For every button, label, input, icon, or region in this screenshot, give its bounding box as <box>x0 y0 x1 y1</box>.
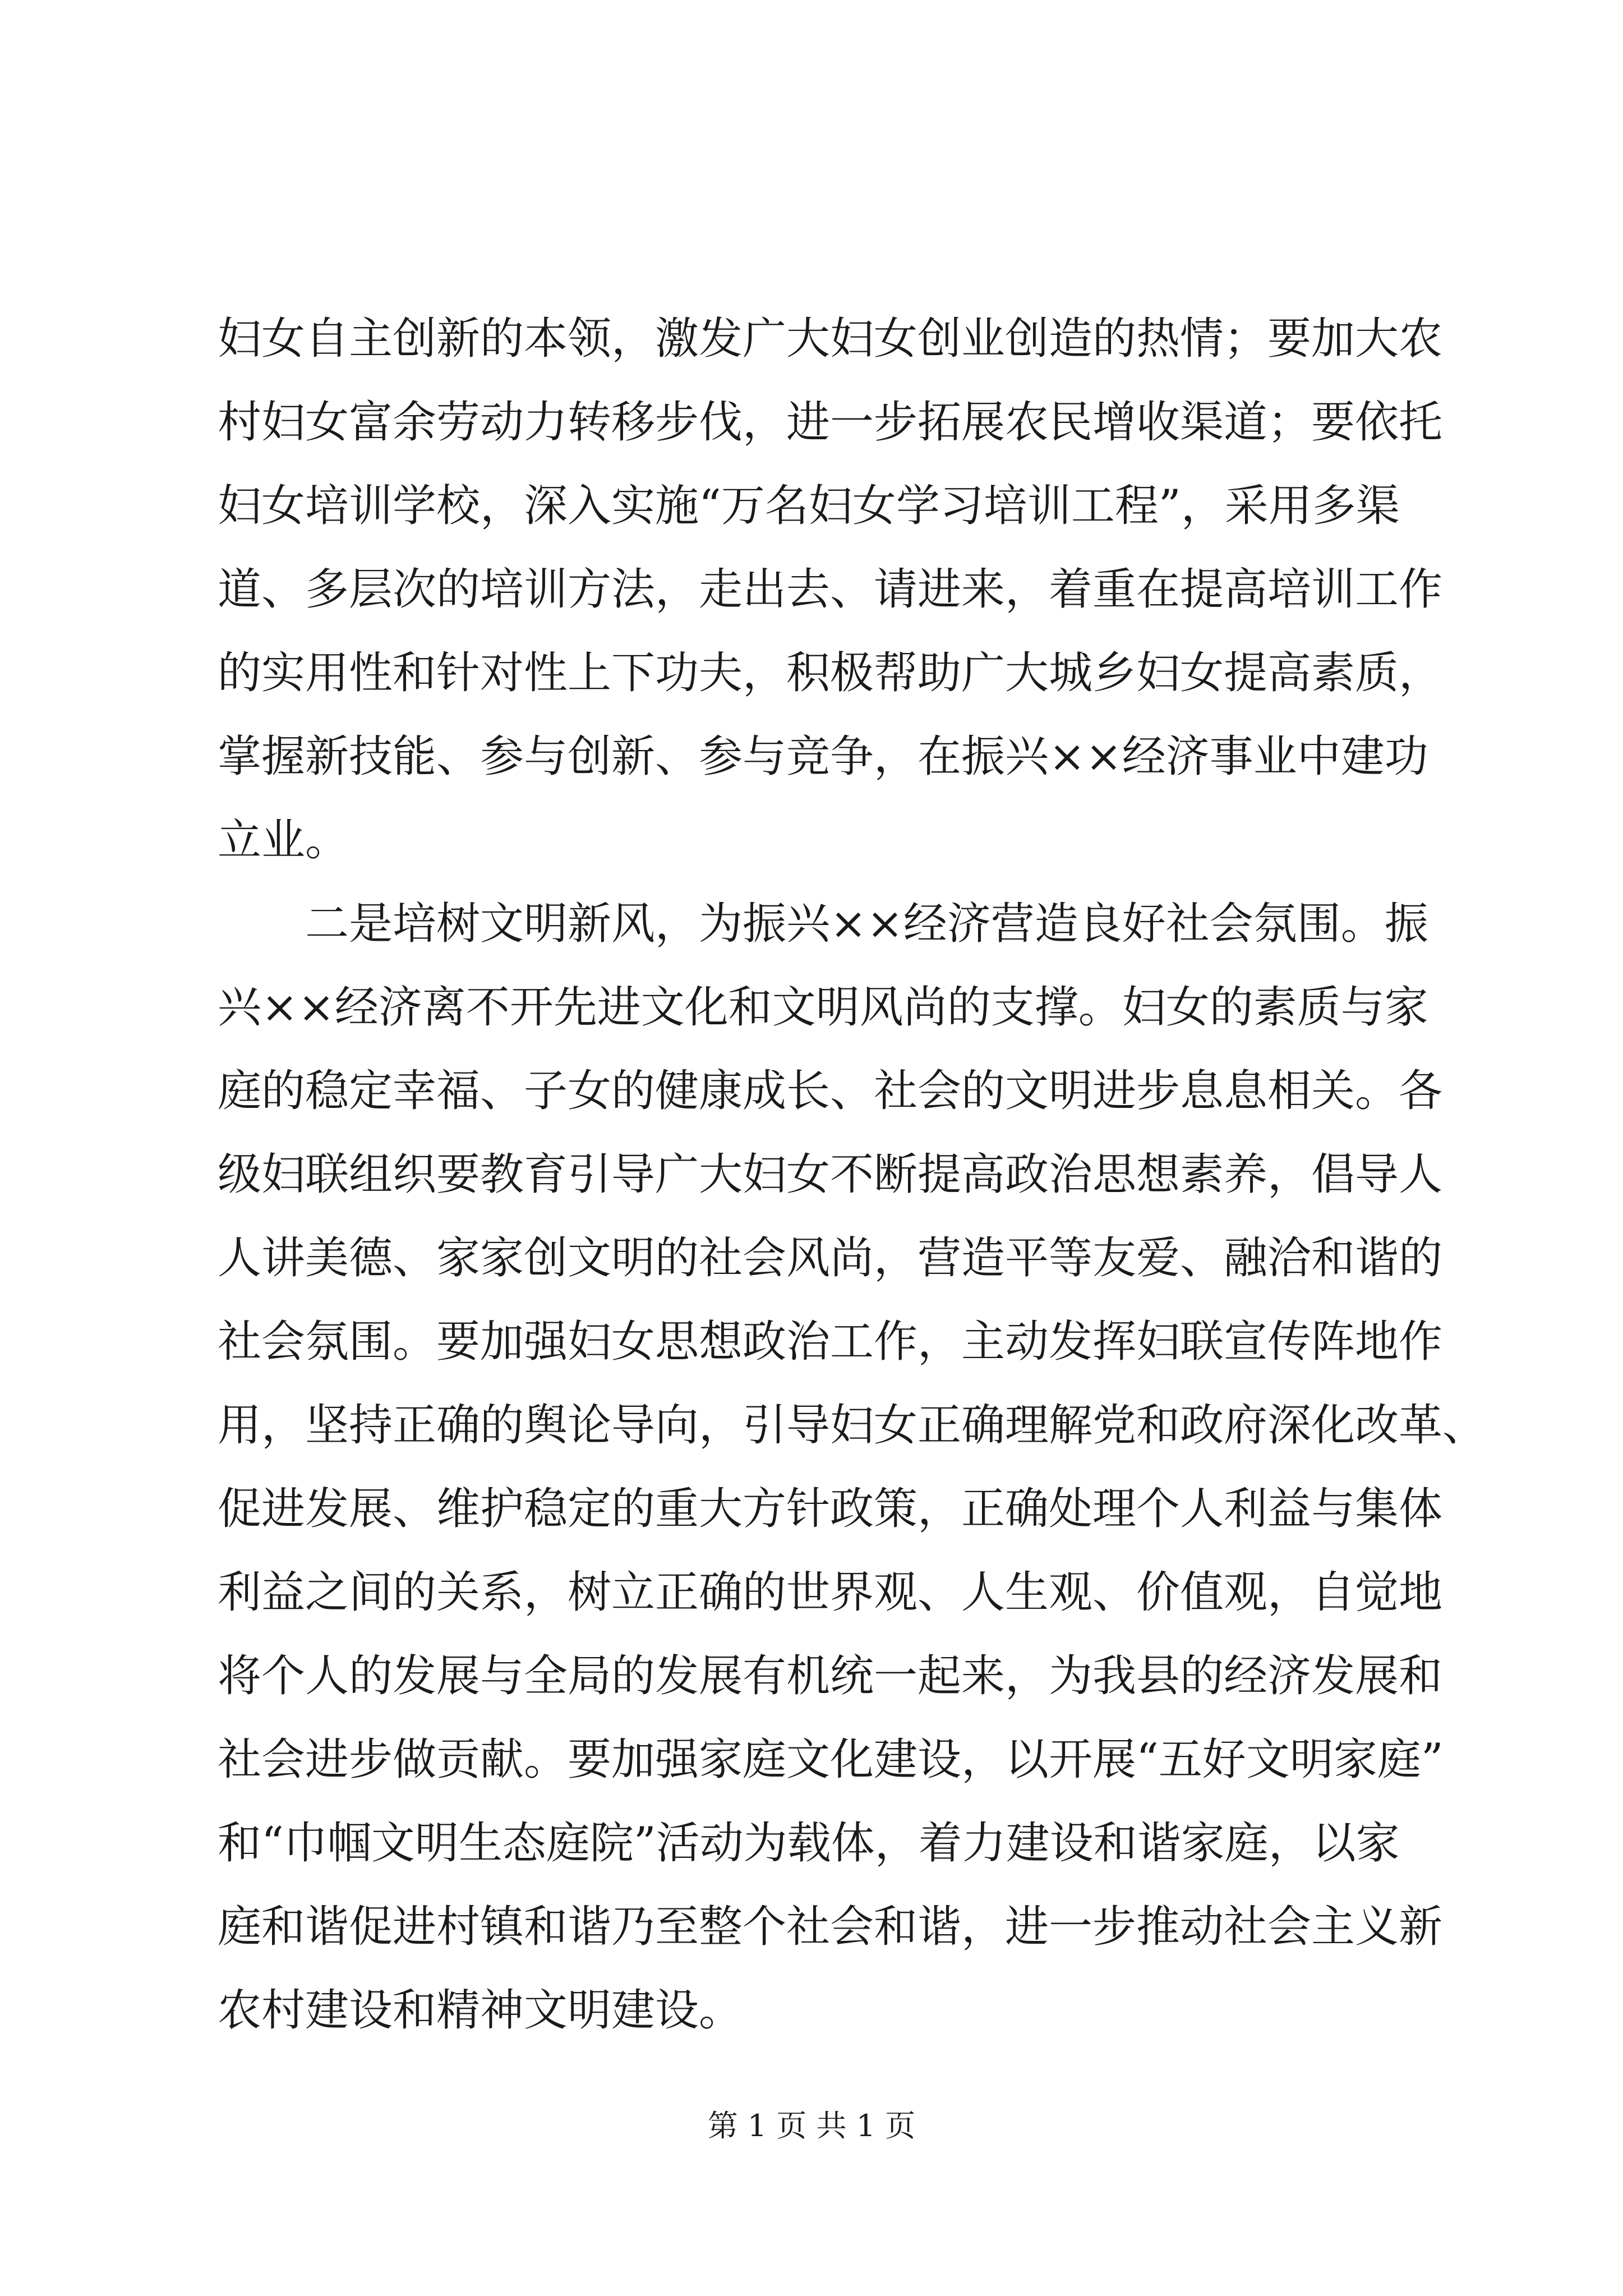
text-line: 用，坚持正确的舆论导向，引导妇女正确理解党和政府深化改革、 <box>218 1400 1487 1451</box>
text-line: 庭的稳定幸福、子女的健康成长、社会的文明进步息息相关。各 <box>218 1066 1443 1116</box>
text-line: 妇女培训学校，深入实施“万名妇女学习培训工程”，采用多渠 <box>218 481 1400 531</box>
document-body <box>218 297 1487 2053</box>
text-line: 和“巾帼文明生态庭院”活动为载体，着力建设和谐家庭，以家 <box>218 1818 1400 1869</box>
text-line: 立业。 <box>218 815 349 866</box>
text-line: 农村建设和精神文明建设。 <box>218 1985 743 2036</box>
paragraph-start-line: 二是培树文明新风，为振兴××经济营造良好社会氛围。振 <box>305 899 1428 949</box>
text-line: 掌握新技能、参与创新、参与竞争，在振兴××经济事业中建功 <box>218 731 1428 782</box>
text-line: 兴××经济离不开先进文化和文明风尚的支撑。妇女的素质与家 <box>218 982 1428 1033</box>
page-number-footer: 第 1 页 共 1 页 <box>707 2108 916 2143</box>
text-line: 社会进步做贡献。要加强家庭文化建设，以开展“五好文明家庭” <box>218 1734 1444 1785</box>
text-line: 社会氛围。要加强妇女思想政治工作，主动发挥妇联宣传阵地作 <box>218 1317 1443 1367</box>
text-line: 村妇女富余劳动力转移步伐，进一步拓展农民增收渠道；要依托 <box>218 397 1443 448</box>
text-line: 的实用性和针对性上下功夫，积极帮助广大城乡妇女提高素质， <box>218 648 1443 698</box>
text-line: 将个人的发展与全局的发展有机统一起来，为我县的经济发展和 <box>218 1651 1443 1701</box>
text-line: 级妇联组织要教育引导广大妇女不断提高政治思想素养，倡导人 <box>218 1149 1443 1200</box>
text-line: 促进发展、维护稳定的重大方针政策，正确处理个人利益与集体 <box>218 1484 1443 1534</box>
text-line: 庭和谐促进村镇和谐乃至整个社会和谐，进一步推动社会主义新 <box>218 1902 1443 1952</box>
text-line: 人讲美德、家家创文明的社会风尚，营造平等友爱、融洽和谐的 <box>218 1233 1443 1283</box>
text-line: 妇女自主创新的本领，激发广大妇女创业创造的热情；要加大农 <box>218 314 1443 364</box>
text-line: 道、多层次的培训方法，走出去、请进来，着重在提高培训工作 <box>218 564 1443 615</box>
text-line: 利益之间的关系，树立正确的世界观、人生观、价值观，自觉地 <box>218 1567 1443 1618</box>
